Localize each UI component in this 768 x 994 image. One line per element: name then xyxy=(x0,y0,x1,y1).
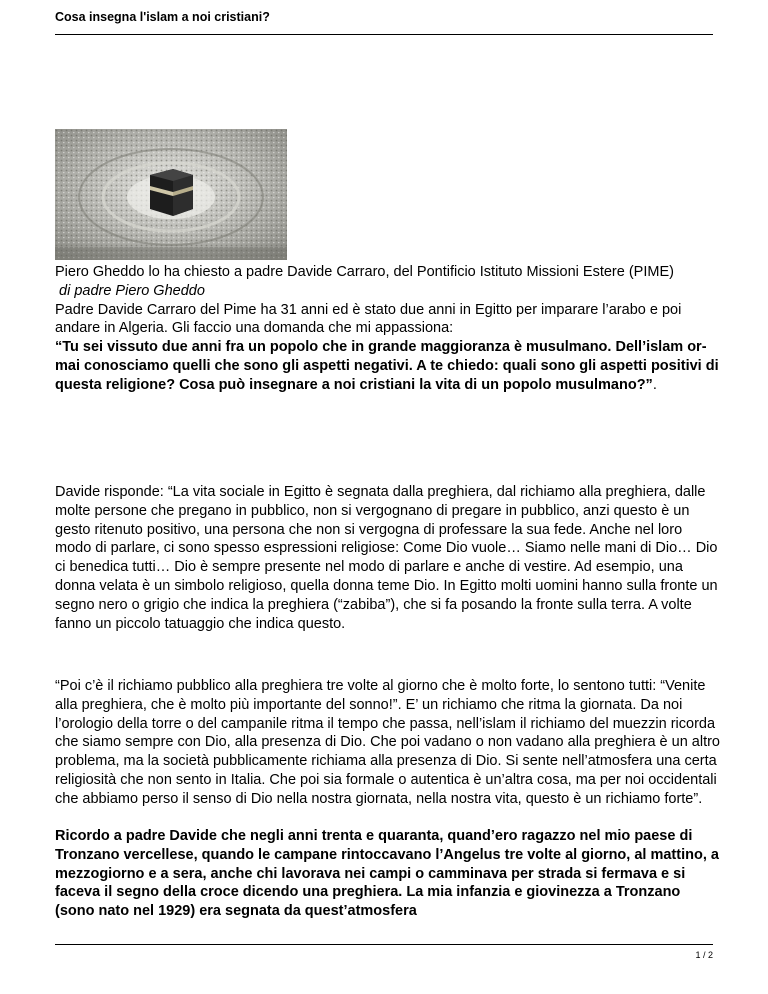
recollection-paragraph: Ricordo a padre Davide che negli anni trenta e quaranta, quand’ero ragazzo nel mio paese di Tronzano vercellese, quando le campane rintoccavano l’Angelus tre volte al giorno, al mattino, a mezzogiorno e a sera, anche chi lavorava nei campi o camminava per strada si fermava e si faceva il segno della croce dicendo una preghiera. La mia infanzia e giovinezza a Tronzano (sono nato nel 1929) era segnata da quest’atmosfera xyxy=(55,828,719,920)
question-paragraph xyxy=(55,338,720,394)
page-number: 1 / 2 xyxy=(695,950,713,960)
document-title: Cosa insegna l'islam a noi cristiani? xyxy=(55,10,270,24)
header-rule xyxy=(55,34,713,35)
footer-rule xyxy=(55,944,713,945)
kaaba-photo xyxy=(55,129,287,260)
article-intro xyxy=(55,263,720,395)
question-text: “Tu sei vissuto due anni fra un popolo che in grande maggioranza è musulmano. Dell’islam or-mai conosciamo quelli che sono gli aspetti negativi. A te chiedo: quali sono gli aspetti positivi di questa religione? Cosa può insegnare a noi cristiani la vita di un popolo musulmano?” xyxy=(55,339,719,393)
context-paragraph: Padre Davide Carraro del Pime ha 31 anni ed è stato due anni in Egitto per imparare l’arabo e poi andare in Algeria. Gli faccio una domanda che mi appassiona: xyxy=(55,301,682,337)
lead-paragraph: Piero Gheddo lo ha chiesto a padre Davide Carraro, del Pontificio Istituto Missioni Estere (PIME) xyxy=(55,264,674,280)
question-end: . xyxy=(652,376,657,393)
answer-paragraph-1: Davide risponde: “La vita sociale in Egitto è segnata dalla preghiera, dal richiamo alla preghiera, dalle molte persone che pregano in pubblico, non si vergognano di pregare in pubblico, anzi questo è un gesto ritenuto positivo, una persona che non si vergogna di professare la sua fede. Anche nel loro modo di parlare, ci sono spesso espressioni religiose: Come Dio vuole… Siamo nelle mani di Dio… Dio ci benedica tutti… Dio è sempre presente nel modo di parlare e anche di vestire. Ad esempio, una donna velata è un simbolo religioso, quella donna teme Dio. In Egitto molti uomini hanno sulla fronte un segno nero o grigio che indica la preghiera (“zabiba”), che si fa posando la fronte sulla terra. A volte fanno un piccolo tatuaggio che indica questo. xyxy=(55,484,718,632)
byline: di padre Piero Gheddo xyxy=(59,282,205,299)
kaaba-image xyxy=(55,129,287,260)
answer-paragraph-2: “Poi c’è il richiamo pubblico alla preghiera tre volte al giorno che è molto forte, lo sentono tutti: “Venite alla preghiera, che è molto più importante del sonno!”. E’ un richiamo che ritma la giornata. Da noi l’orologio della torre o del campanile ritma il tempo che passa, nell’islam il richiamo del muezzin ricorda che siamo sempre con Dio, alla presenza di Dio. Che poi vadano o non vadano alla preghiera è un altro problema, ma la società pubblicamente richiama alla presenza di Dio. Si sente nell’atmosfera una certa religiosità che non sento in Italia. Che poi sia formale o autentica è un’altra cosa, ma per noi occidentali che abbiamo perso il senso di Dio nella nostra giornata, nella nostra vita, questo è un richiamo forte”. xyxy=(55,678,720,807)
